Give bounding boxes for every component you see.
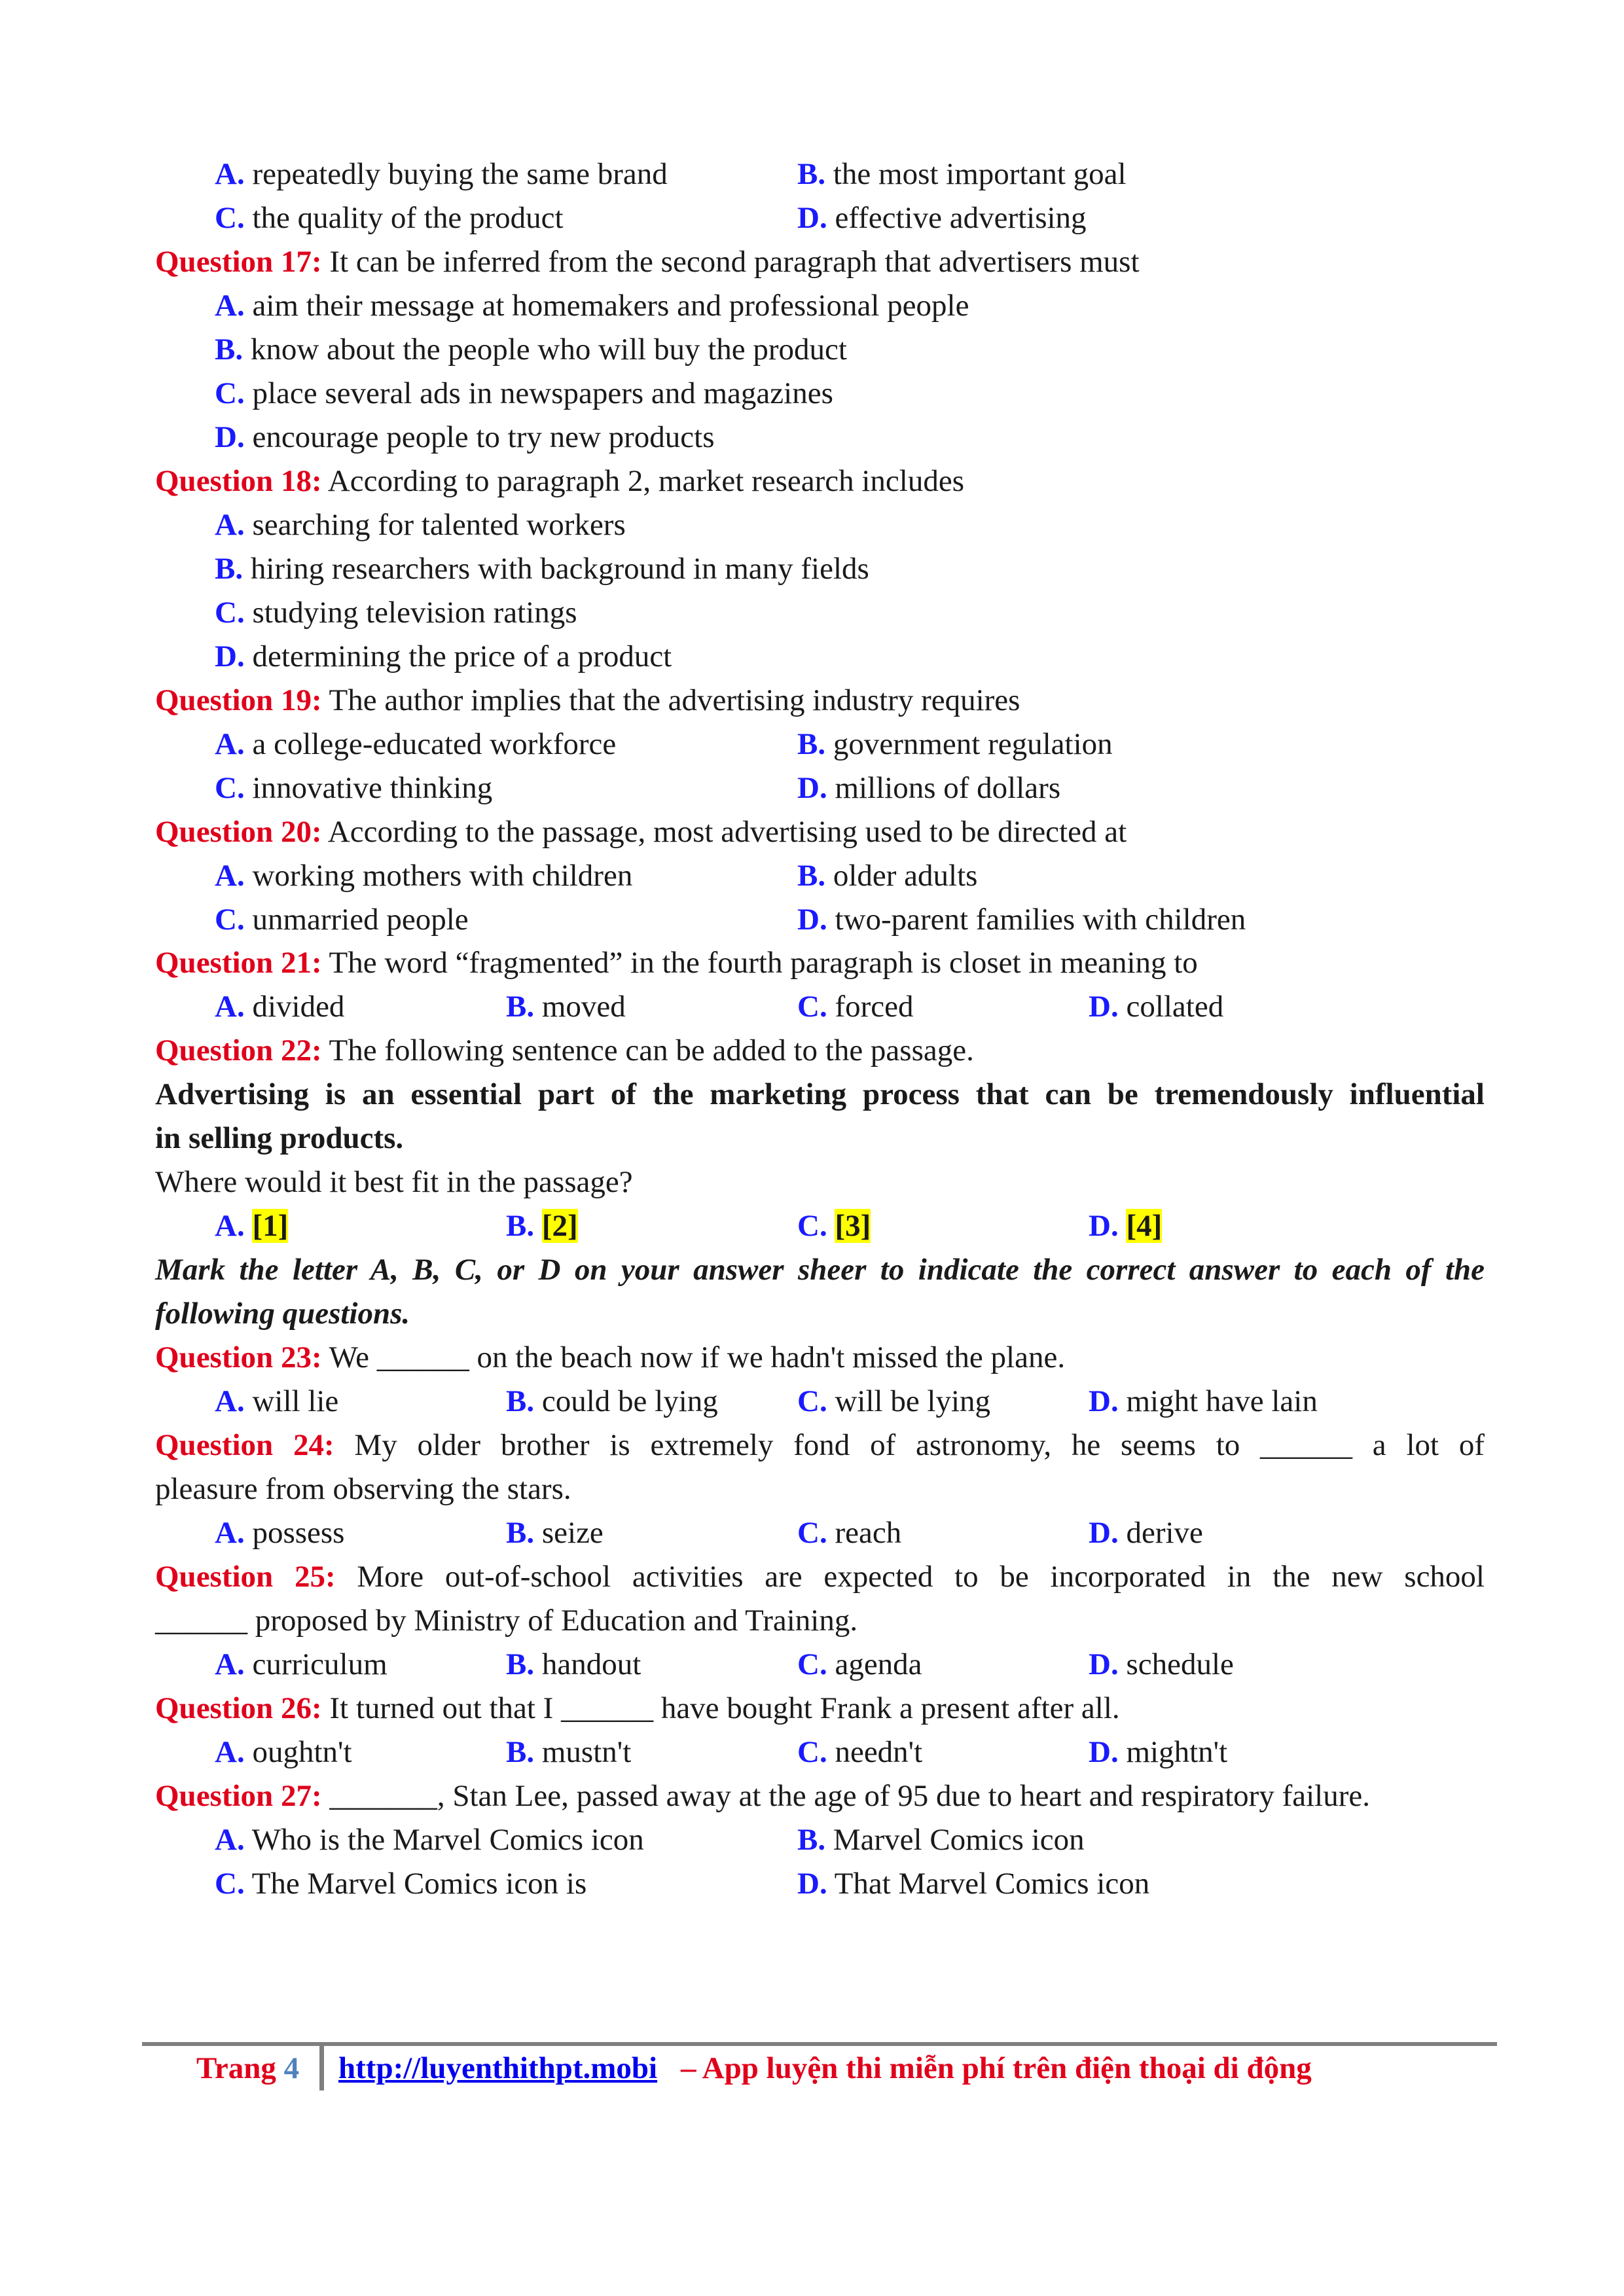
option-label: A. [215, 1516, 245, 1550]
option-text: seize [541, 1516, 604, 1550]
option-text: aim their message at homemakers and professional people [252, 289, 969, 323]
option-text: curriculum [252, 1647, 388, 1681]
option-text: could be lying [541, 1384, 718, 1418]
q23-option-a [215, 1382, 338, 1421]
q25-stem-line-1 [0, 1557, 1624, 1598]
option-label: D. [1089, 1384, 1119, 1418]
option-label: C. [797, 1735, 827, 1769]
q27-stem [0, 1776, 1624, 1817]
option-text: millions of dollars [835, 771, 1061, 805]
option-label: D. [797, 771, 827, 805]
option-label: A. [215, 1735, 245, 1769]
option-label: A. [215, 859, 245, 893]
q23-option-c [797, 1382, 990, 1421]
q27-option-a [215, 1820, 644, 1859]
option-text: older adults [833, 859, 978, 893]
q18-option-c [0, 593, 1624, 634]
question-text: The word “fragmented” in the fourth paragraph is closet in meaning to [329, 946, 1198, 980]
q26-stem [0, 1689, 1624, 1729]
q19-stem [0, 681, 1624, 721]
option-label: B. [506, 1516, 535, 1550]
option-text: encourage people to try new products [252, 420, 715, 454]
option-text: two-parent families with children [835, 903, 1246, 937]
option-label: B. [215, 332, 244, 367]
option-text: hiring researchers with background in many fields [250, 552, 869, 586]
option-text: mustn't [541, 1735, 632, 1769]
question-label: Question 22: [155, 1033, 322, 1067]
q19-option-b [797, 725, 1113, 764]
option-text: the most important goal [833, 157, 1127, 191]
option-label: B. [797, 859, 826, 893]
question-text: It can be inferred from the second paragraph that advertisers must [329, 245, 1140, 279]
option-label: B. [506, 990, 535, 1024]
question-label: Question 23: [155, 1340, 322, 1374]
option-label: D. [1089, 1209, 1119, 1243]
option-label: C. [797, 1209, 827, 1243]
option-label: A. [215, 727, 245, 761]
q27-option-c [215, 1864, 586, 1903]
option-label: B. [506, 1735, 535, 1769]
question-label: Question 17: [155, 245, 322, 279]
q27-options-row-2 [0, 1864, 1624, 1905]
q17-option-d [0, 418, 1624, 458]
option-text: will be lying [835, 1384, 991, 1418]
q24-option-c [797, 1513, 901, 1552]
q23-stem [0, 1338, 1624, 1378]
q26-option-b [506, 1732, 631, 1772]
q16-option-d [797, 198, 1087, 238]
question-text: The following sentence can be added to the passage. [329, 1033, 974, 1067]
q17-option-c [0, 374, 1624, 414]
q27-option-d [797, 1864, 1149, 1903]
option-text: Who is the Marvel Comics icon [251, 1823, 644, 1857]
option-text: [4] [1126, 1209, 1163, 1243]
option-text: government regulation [833, 727, 1113, 761]
q20-options-row-1 [0, 856, 1624, 897]
q20-option-c [215, 900, 469, 939]
q25-option-d [1089, 1645, 1234, 1684]
option-label: B. [506, 1209, 535, 1243]
option-text: That Marvel Comics icon [834, 1867, 1150, 1901]
option-text: [1] [252, 1209, 289, 1243]
option-label: C. [215, 771, 245, 805]
q25-option-b [506, 1645, 641, 1684]
option-text: repeatedly buying the same brand [252, 157, 668, 191]
q19-option-c [215, 768, 492, 808]
q20-stem [0, 812, 1624, 853]
footer-page-word: Trang [196, 2051, 276, 2085]
option-label: B. [797, 1823, 826, 1857]
option-text: will lie [252, 1384, 339, 1418]
q19-option-d [797, 768, 1060, 808]
question-text: According to the passage, most advertising used to be directed at [327, 815, 1127, 849]
q26-option-d [1089, 1732, 1227, 1772]
option-label: C. [215, 1867, 245, 1901]
option-text: divided [252, 990, 345, 1024]
option-label: D. [797, 903, 827, 937]
option-text: handout [541, 1647, 641, 1681]
option-text: Marvel Comics icon [833, 1823, 1085, 1857]
option-text: innovative thinking [252, 771, 493, 805]
q26-option-c [797, 1732, 922, 1772]
option-label: D. [1089, 1516, 1119, 1550]
question-label: Question 27: [155, 1779, 322, 1813]
q24-options-row [0, 1513, 1624, 1554]
q22-option-c [797, 1206, 871, 1246]
option-label: D. [1089, 1735, 1119, 1769]
option-text: searching for talented workers [252, 508, 626, 542]
option-label: D. [1089, 1647, 1119, 1681]
question-label: Question 21: [155, 946, 322, 980]
option-label: A. [215, 1209, 245, 1243]
option-text: studying television ratings [252, 596, 577, 630]
q22-option-a [215, 1206, 288, 1246]
question-text: According to paragraph 2, market research includes [327, 464, 965, 498]
question-label: Question 26: [155, 1691, 322, 1725]
option-text: collated [1126, 990, 1224, 1024]
question-text: pleasure from observing the stars. [155, 1472, 571, 1506]
option-text: needn't [835, 1735, 923, 1769]
q18-option-a [0, 505, 1624, 546]
q16-options-row-1 [0, 154, 1624, 195]
option-label: D. [215, 639, 245, 673]
option-text: schedule [1126, 1647, 1234, 1681]
q25-stem-line-2 [0, 1601, 1624, 1641]
option-label: A. [215, 508, 245, 542]
option-text: derive [1126, 1516, 1203, 1550]
option-text: moved [541, 990, 626, 1024]
footer-divider [319, 2046, 324, 2090]
option-label: B. [797, 157, 826, 191]
q27-option-b [797, 1820, 1085, 1859]
q18-option-d [0, 637, 1624, 677]
option-label: B. [506, 1647, 535, 1681]
question-text: It turned out that I ______ have bought Frank a present after all. [329, 1691, 1120, 1725]
question-text: More out-of-school activities are expected to be incorporated in the new school [357, 1560, 1485, 1594]
insert-sentence-text: Advertising is an essential part of the marketing process that can be tremendously influential [155, 1077, 1485, 1111]
q24-option-a [215, 1513, 344, 1552]
q24-stem-line-1 [0, 1426, 1624, 1466]
q22-options-row [0, 1206, 1624, 1247]
option-text: a college-educated workforce [252, 727, 617, 761]
option-text: The Marvel Comics icon is [251, 1867, 587, 1901]
footer-rule [142, 2042, 1497, 2046]
section-instruction-line-2 [0, 1294, 1624, 1335]
q26-option-a [215, 1732, 352, 1772]
question-label: Question 25: [155, 1560, 336, 1594]
question-label: Question 19: [155, 683, 322, 717]
q25-option-c [797, 1645, 922, 1684]
q16-option-c [215, 198, 564, 238]
option-label: B. [215, 552, 244, 586]
option-label: B. [797, 727, 826, 761]
question-text: The author implies that the advertising industry requires [329, 683, 1020, 717]
q23-options-row [0, 1382, 1624, 1422]
option-label: D. [1089, 990, 1119, 1024]
option-label: A. [215, 289, 245, 323]
q21-option-d [1089, 987, 1223, 1026]
q24-option-b [506, 1513, 604, 1552]
option-text: the quality of the product [252, 201, 564, 235]
q26-options-row [0, 1732, 1624, 1773]
option-label: D. [797, 1867, 827, 1901]
q22-prompt [0, 1162, 1624, 1203]
option-text: oughtn't [252, 1735, 352, 1769]
q22-stem [0, 1031, 1624, 1071]
option-label: A. [215, 1823, 245, 1857]
question-text: Where would it best fit in the passage? [155, 1165, 633, 1199]
question-text: We ______ on the beach now if we hadn't missed the plane. [329, 1340, 1066, 1374]
option-text: working mothers with children [252, 859, 633, 893]
option-label: A. [215, 1384, 245, 1418]
option-label: A. [215, 1647, 245, 1681]
option-label: C. [797, 990, 827, 1024]
option-text: reach [835, 1516, 902, 1550]
q18-option-b [0, 549, 1624, 590]
q20-option-b [797, 856, 977, 895]
q23-option-d [1089, 1382, 1318, 1421]
option-label: C. [215, 596, 245, 630]
footer-description: – App luyện thi miễn phí trên điện thoại di động [681, 2051, 1312, 2085]
option-label: C. [797, 1516, 827, 1550]
q21-stem [0, 943, 1624, 984]
q24-option-d [1089, 1513, 1203, 1552]
option-label: C. [797, 1647, 827, 1681]
q18-stem [0, 461, 1624, 502]
question-text: My older brother is extremely fond of astronomy, he seems to ______ a lot of [354, 1428, 1485, 1462]
option-label: B. [506, 1384, 535, 1418]
q21-option-b [506, 987, 626, 1026]
option-text: [2] [541, 1209, 578, 1243]
instruction-text: following questions. [155, 1297, 410, 1331]
option-text: agenda [835, 1647, 922, 1681]
option-text: possess [252, 1516, 345, 1550]
question-label: Question 18: [155, 464, 322, 498]
question-text: _______, Stan Lee, passed away at the age of 95 due to heart and respiratory failure. [329, 1779, 1370, 1813]
option-text: forced [835, 990, 914, 1024]
q22-option-d [1089, 1206, 1162, 1246]
footer-page-indicator [196, 2049, 299, 2088]
q22-option-b [506, 1206, 578, 1246]
option-label: A. [215, 157, 245, 191]
q21-option-a [215, 987, 344, 1026]
q22-sentence-line-1 [0, 1075, 1624, 1115]
section-instruction-line-1 [0, 1250, 1624, 1291]
q19-options-row-2 [0, 768, 1624, 809]
q21-options-row [0, 987, 1624, 1028]
q21-option-c [797, 987, 913, 1026]
option-text: mightn't [1126, 1735, 1228, 1769]
insert-sentence-text: in selling products. [155, 1121, 404, 1155]
q24-stem-line-2 [0, 1469, 1624, 1510]
option-text: unmarried people [252, 903, 469, 937]
q17-option-a [0, 286, 1624, 327]
q20-options-row-2 [0, 900, 1624, 941]
q16-option-b [797, 154, 1127, 194]
option-label: A. [215, 990, 245, 1024]
option-label: C. [215, 903, 245, 937]
q20-option-a [215, 856, 632, 895]
q16-options-row-2 [0, 198, 1624, 239]
q19-options-row-1 [0, 725, 1624, 765]
option-text: know about the people who will buy the product [250, 332, 847, 367]
option-label: C. [215, 376, 245, 410]
q17-option-b [0, 330, 1624, 370]
q25-option-a [215, 1645, 388, 1684]
q23-option-b [506, 1382, 718, 1421]
option-text: might have lain [1126, 1384, 1318, 1418]
q25-options-row [0, 1645, 1624, 1685]
q17-stem [0, 242, 1624, 283]
q19-option-a [215, 725, 616, 764]
option-label: D. [215, 420, 245, 454]
option-label: D. [797, 201, 827, 235]
option-label: C. [215, 201, 245, 235]
option-label: C. [797, 1384, 827, 1418]
instruction-text: Mark the letter A, B, C, or D on your answer sheer to indicate the correct answer to each of the [155, 1253, 1485, 1287]
q22-sentence-line-2 [0, 1119, 1624, 1159]
question-text: ______ proposed by Ministry of Education and Training. [155, 1604, 858, 1638]
footer-website-link[interactable]: http://luyenthithpt.mobi [338, 2051, 658, 2085]
q27-options-row-1 [0, 1820, 1624, 1861]
option-text: [3] [835, 1209, 871, 1243]
q16-option-a [215, 154, 668, 194]
question-label: Question 24: [155, 1428, 334, 1462]
option-text: place several ads in newspapers and magazines [252, 376, 833, 410]
option-text: determining the price of a product [252, 639, 672, 673]
q20-option-d [797, 900, 1246, 939]
footer-page-number: 4 [283, 2051, 300, 2085]
question-label: Question 20: [155, 815, 322, 849]
option-text: effective advertising [835, 201, 1087, 235]
